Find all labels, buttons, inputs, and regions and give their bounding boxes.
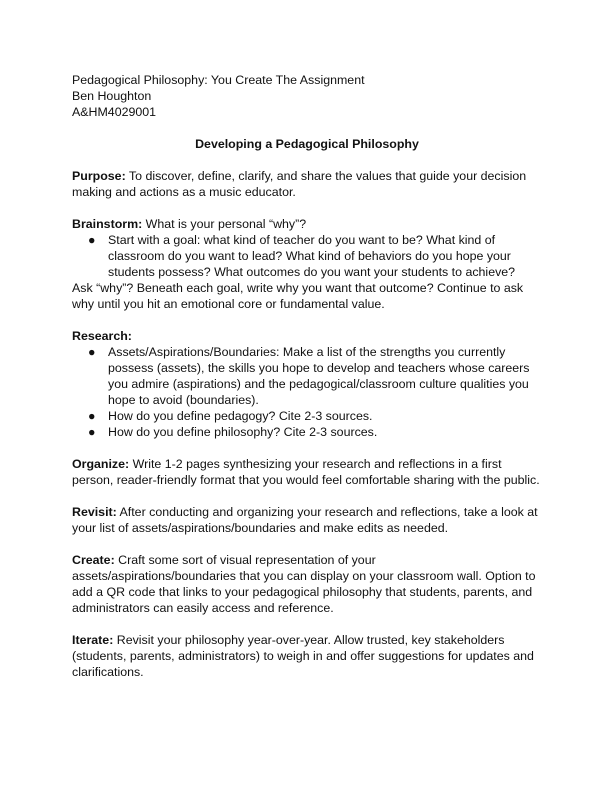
list-item	[72, 344, 542, 408]
list-item-text: How do you define philosophy? Cite 2-3 sources.	[108, 425, 378, 439]
research-list	[72, 344, 542, 440]
create-text: Craft some sort of visual representation of your assets/aspirations/boundaries that you can display on your classroom wall. Option to add a QR code that links to your pedagogical philosophy that students, parents, and administrators can easily access and reference.	[72, 553, 536, 615]
revisit-label: Revisit:	[72, 505, 117, 519]
revisit-section	[72, 504, 542, 536]
brainstorm-followup: Ask “why”? Beneath each goal, write why you want that outcome? Continue to ask why until you hit an emotional core or fundamental value.	[72, 281, 524, 311]
research-section	[72, 328, 542, 440]
list-item	[72, 408, 542, 424]
purpose-label: Purpose:	[72, 169, 126, 183]
brainstorm-label: Brainstorm:	[72, 217, 143, 231]
purpose-section	[72, 168, 542, 200]
list-item	[72, 232, 542, 280]
organize-section	[72, 456, 542, 488]
organize-text: Write 1-2 pages synthesizing your research and reflections in a first person, reader-friendly format that you would feel comfortable sharing with the public.	[72, 457, 540, 487]
bullet-icon: ●	[88, 233, 96, 247]
revisit-text: After conducting and organizing your research and reflections, take a look at your list of assets/aspirations/boundaries and make edits as needed.	[72, 505, 538, 535]
iterate-label: Iterate:	[72, 633, 114, 647]
iterate-section	[72, 632, 542, 680]
course-line: Pedagogical Philosophy: You Create The Assignment	[72, 73, 365, 87]
create-label: Create:	[72, 553, 115, 567]
bullet-icon: ●	[88, 409, 96, 423]
list-item-text: Assets/Aspirations/Boundaries: Make a list of the strengths you currently possess (assets), the skills you hope to develop and teachers whose careers you admire (aspirations) and the pedagogical/classroom culture qualities you hope to avoid (boundaries).	[108, 345, 530, 407]
iterate-text: Revisit your philosophy year-over-year. Allow trusted, key stakeholders (students, parents, administrators) to weigh in and offer suggestions for updates and clarifications.	[72, 633, 534, 679]
research-label: Research:	[72, 329, 132, 343]
list-item-text: Start with a goal: what kind of teacher do you want to be? What kind of classroom do you want to lead? What kind of behaviors do you hope your students possess? What outcomes do you want your students to achieve?	[108, 233, 516, 279]
document-page	[72, 72, 542, 680]
author-name: Ben Houghton	[72, 89, 152, 103]
brainstorm-section	[72, 216, 542, 312]
bullet-icon: ●	[88, 345, 96, 359]
list-item-text: How do you define pedagogy? Cite 2-3 sources.	[108, 409, 373, 423]
list-item	[72, 424, 542, 440]
purpose-text: To discover, define, clarify, and share the values that guide your decision making and actions as a music educator.	[72, 169, 527, 199]
create-section	[72, 552, 542, 616]
document-title: Developing a Pedagogical Philosophy	[195, 137, 419, 151]
brainstorm-list	[72, 232, 542, 280]
bullet-icon: ●	[88, 425, 96, 439]
brainstorm-text: What is your personal “why”?	[142, 217, 307, 231]
organize-label: Organize:	[72, 457, 130, 471]
course-code: A&HM4029001	[72, 105, 157, 119]
